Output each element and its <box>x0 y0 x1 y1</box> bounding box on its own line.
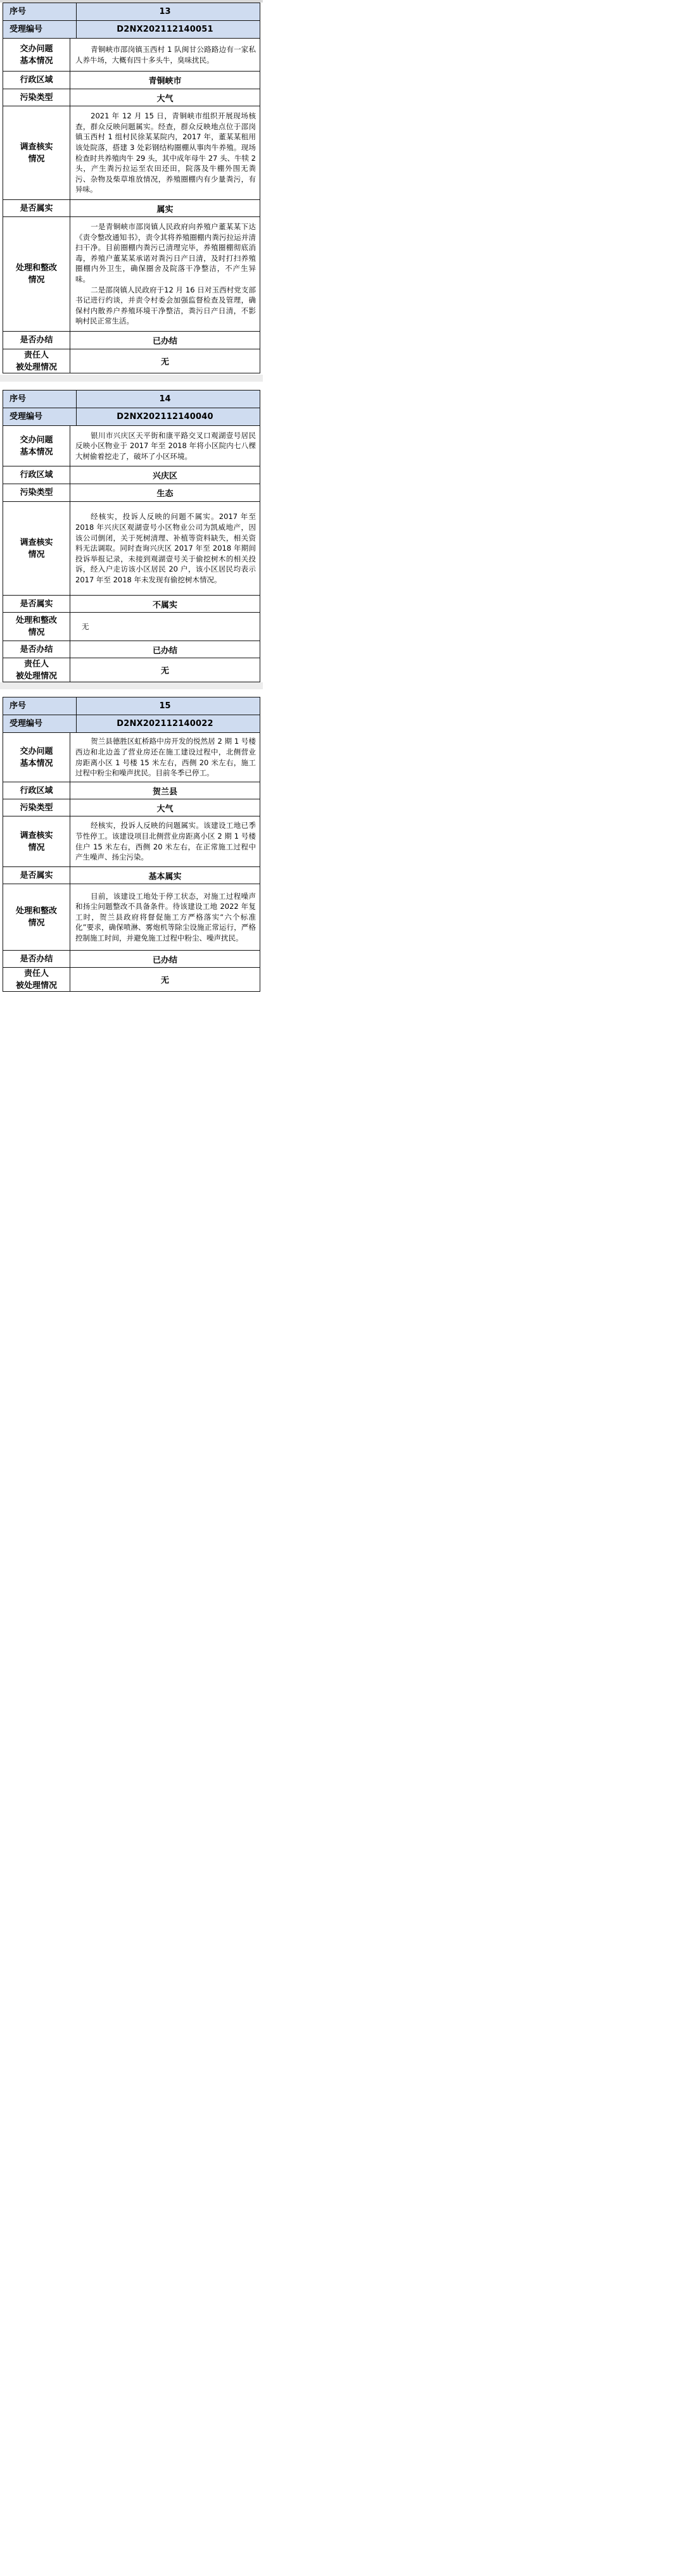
row-seq <box>3 697 260 715</box>
case-table <box>3 697 260 992</box>
value-region: 青铜峡市 <box>148 77 182 86</box>
value-seq: 15 <box>159 701 171 711</box>
label-investigation: 调查核实 情况 <box>3 816 70 866</box>
label-pollution: 污染类型 <box>3 799 70 816</box>
row-completed <box>3 641 260 658</box>
label-issue: 交办问题 基本情况 <box>3 426 70 466</box>
value-responsible: 无 <box>160 358 169 367</box>
row-handling <box>3 884 260 951</box>
row-verified <box>3 867 260 884</box>
row-pollution <box>3 484 260 502</box>
value-issue: 贺兰县德胜区虹桥路中房开发的悦然居 2 期 1 号楼西边和北边盖了营业房还在施工建设过程中，北侧营业房距离小区 1 号楼 15 米左右，西侧 20 米左右，施工过程中粉尘和噪声扰民。目前冬季已停工。 <box>75 737 256 778</box>
label-completed: 是否办结 <box>3 332 70 349</box>
label-region: 行政区域 <box>3 72 70 89</box>
row-case-no <box>3 21 260 39</box>
row-responsible <box>3 968 260 991</box>
row-verified <box>3 200 260 217</box>
section-divider <box>0 682 263 689</box>
label-pollution: 污染类型 <box>3 89 70 106</box>
value-responsible: 无 <box>160 976 169 985</box>
row-seq <box>3 391 260 408</box>
label-seq: 序号 <box>3 697 77 715</box>
row-pollution <box>3 89 260 106</box>
label-responsible: 责任人 被处理情况 <box>3 349 70 373</box>
row-completed <box>3 951 260 968</box>
value-seq: 13 <box>159 7 171 16</box>
value-investigation: 经核实，投诉人反映的问题属实。该建设工地已季节性停工。该建设项目北侧营业房距离小区 2 期 1 号楼住户 15 米左右，西侧 20 米左右，在正常施工过程中产生噪声、扬尘污染。 <box>75 821 256 862</box>
value-pollution: 大气 <box>156 804 174 814</box>
row-investigation <box>3 106 260 200</box>
value-issue: 银川市兴庆区天平街和康平路交叉口观湖壹号居民反映小区物业于 2017 年至 2018 年将小区院内七八棵大树偷着挖走了，破坏了小区环境。 <box>75 430 256 461</box>
label-responsible: 责任人 被处理情况 <box>3 658 70 682</box>
value-verified: 不属实 <box>152 600 177 610</box>
label-region: 行政区域 <box>3 782 70 799</box>
row-responsible <box>3 349 260 373</box>
value-case-no: D2NX202112140051 <box>117 25 213 34</box>
value-investigation: 2021 年 12 月 15 日，青铜峡市组织开展现场核查，群众反映问题属实。经查，群众反映地点位于邵岗镇玉西村 1 组村民徐某某院内，2017 年，董某某租用该处院落，搭建 3 处彩钢结构圈棚从事肉牛养殖。现场检查时共养殖肉牛 29 头，其中成年母牛 27 头、牛犊 2 头，产生粪污拉运至农田还田，院落及牛棚外围无粪污、杂物及柴草堆放情况，养殖圈棚内有少量粪污，有异味。 <box>75 111 256 194</box>
label-verified: 是否属实 <box>3 200 70 216</box>
row-case-no <box>3 715 260 733</box>
value-completed: 已办结 <box>152 955 177 965</box>
value-completed: 已办结 <box>152 646 177 656</box>
row-issue <box>3 39 260 72</box>
row-region <box>3 782 260 799</box>
label-verified: 是否属实 <box>3 867 70 884</box>
label-handling: 处理和整改 情况 <box>3 217 70 331</box>
row-case-no <box>3 408 260 426</box>
label-completed: 是否办结 <box>3 951 70 967</box>
label-case-no: 受理编号 <box>3 715 77 732</box>
value-seq: 14 <box>159 394 171 404</box>
row-investigation <box>3 816 260 867</box>
label-issue: 交办问题 基本情况 <box>3 39 70 71</box>
label-verified: 是否属实 <box>3 596 70 612</box>
row-investigation <box>3 502 260 596</box>
handling-point-1: 一是青铜峡市邵岗镇人民政府向养殖户董某某下达《责令整改通知书》，责令其将养殖圈棚内粪污拉运并清扫干净。目前圈棚内粪污已清理完毕，养殖圈棚彻底消毒，养殖户董某某承诺对粪污日产日清，及时打扫养殖圈棚内外卫生，确保圈舍及院落干净整洁，不产生异味。 <box>75 222 256 284</box>
row-completed <box>3 332 260 349</box>
value-handling: 目前，该建设工地处于停工状态，对施工过程噪声和扬尘问题整改不具备条件。待该建设工地 2022 年复工时，贺兰县政府将督促施工方严格落实“六个标准化”要求，确保喷淋、雾炮机等除尘设施正常运行，严格控制施工时间，并避免施工过程中粉尘、噪声扰民。 <box>75 891 256 942</box>
row-handling <box>3 613 260 641</box>
row-region <box>3 72 260 89</box>
section-divider <box>0 375 263 382</box>
value-verified: 基本属实 <box>148 872 182 882</box>
value-region: 兴庆区 <box>152 472 177 481</box>
value-investigation: 经核实，投诉人反映的问题不属实。2017 年至 2018 年兴庆区观湖壹号小区物业公司为凯威地产，因该公司倒闭，关于死树清理、补植等资料缺失，相关资料无法调取。同时查询兴庆区 2017 年至 2018 年期间投诉举报记录，未接到观湖壹号关于偷挖树木的相关投诉，经入户走访该小区居民 20 户，该小区居民均表示 2017 年至 2018 年未发现有偷挖树木情况。 <box>75 512 256 584</box>
label-region: 行政区域 <box>3 466 70 484</box>
case-table <box>3 3 260 373</box>
label-case-no: 受理编号 <box>3 408 77 425</box>
row-region <box>3 466 260 484</box>
label-issue: 交办问题 基本情况 <box>3 733 70 782</box>
label-investigation: 调查核实 情况 <box>3 502 70 595</box>
row-responsible <box>3 658 260 682</box>
row-issue <box>3 426 260 466</box>
value-case-no: D2NX202112140040 <box>117 412 213 422</box>
label-seq: 序号 <box>3 3 77 20</box>
label-case-no: 受理编号 <box>3 21 77 38</box>
row-issue <box>3 733 260 782</box>
label-pollution: 污染类型 <box>3 484 70 501</box>
label-seq: 序号 <box>3 391 77 408</box>
row-pollution <box>3 799 260 816</box>
value-responsible: 无 <box>160 666 169 676</box>
label-responsible: 责任人 被处理情况 <box>3 968 70 991</box>
label-handling: 处理和整改 情况 <box>3 884 70 950</box>
value-region: 贺兰县 <box>152 787 177 797</box>
row-handling <box>3 217 260 332</box>
value-verified: 属实 <box>156 204 174 215</box>
label-investigation: 调查核实 情况 <box>3 106 70 199</box>
case-table <box>3 390 260 682</box>
row-seq <box>3 3 260 21</box>
value-issue: 青铜峡市邵岗镇玉西村 1 队闽甘公路路边有一家私人养牛场，大概有四十多头牛，臭味扰民。 <box>75 44 256 65</box>
value-case-no: D2NX202112140022 <box>117 719 213 728</box>
row-verified <box>3 596 260 613</box>
value-completed: 已办结 <box>152 337 177 346</box>
value-handling <box>70 217 260 331</box>
value-pollution: 大气 <box>156 94 174 104</box>
label-handling: 处理和整改 情况 <box>3 613 70 641</box>
label-completed: 是否办结 <box>3 641 70 658</box>
value-pollution: 生态 <box>156 489 174 499</box>
handling-point-2: 二是邵岗镇人民政府于12 月 16 日对玉西村党支部书记进行约谈，并责令村委会加强监督检查及管理，确保村内散养户养殖环境干净整洁，粪污日产日清，不影响村民正常生活。 <box>75 285 256 326</box>
value-handling: 无 <box>82 622 89 631</box>
